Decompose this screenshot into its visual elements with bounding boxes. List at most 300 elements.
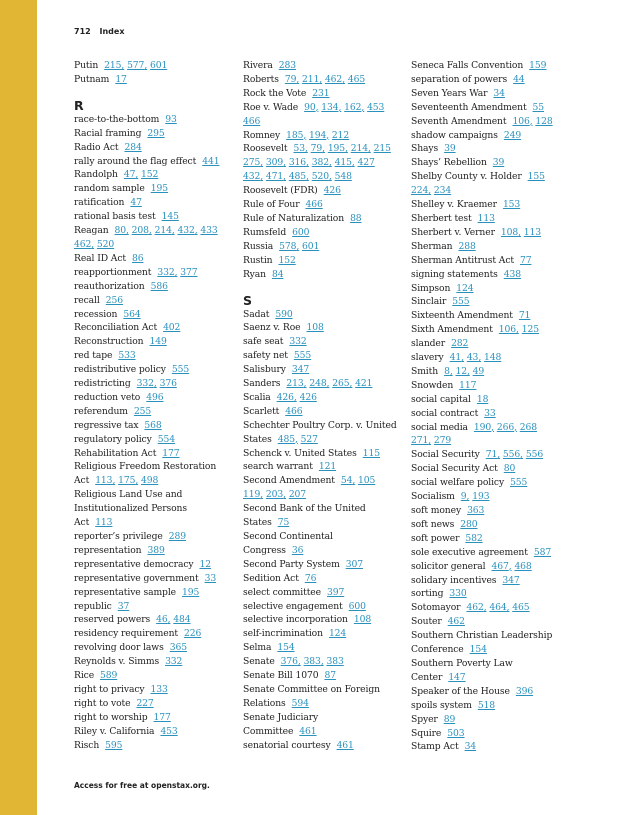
page-link[interactable]: 125 — [521, 324, 539, 336]
page-link[interactable]: 271 , — [411, 435, 431, 446]
page-link[interactable]: 121 — [318, 461, 337, 473]
page-link[interactable]: 275 , — [243, 157, 263, 168]
page-link[interactable]: 471 , — [266, 171, 286, 182]
page-link[interactable]: 601 — [302, 240, 320, 252]
page-link[interactable]: 215 , — [104, 60, 124, 71]
page-link[interactable]: 332 , — [137, 378, 157, 389]
page-link[interactable]: 214 , — [351, 143, 371, 154]
page-link[interactable]: 234 — [433, 185, 452, 197]
index-term: Schenck v. United States — [243, 447, 357, 459]
index-entry — [411, 448, 571, 462]
page-link[interactable]: 185 , — [286, 130, 306, 141]
index-term: Sinclair — [411, 296, 447, 308]
page-link[interactable]: 33 — [484, 407, 496, 419]
page-link[interactable]: 154 — [469, 644, 487, 656]
index-term: Putnam — [74, 73, 110, 85]
page-link[interactable]: 153 — [502, 199, 521, 211]
index-term: Rustin — [243, 254, 273, 266]
index-term: regressive tax — [74, 419, 139, 431]
page-link[interactable]: 496 — [146, 391, 164, 403]
page-link[interactable]: 485 , — [289, 171, 309, 182]
page-link[interactable]: 279 — [433, 435, 452, 447]
page-link[interactable]: 119 , — [243, 489, 263, 500]
page-link[interactable]: 432 , — [177, 225, 197, 236]
page-link[interactable]: 47 — [130, 197, 142, 209]
index-entry — [74, 669, 234, 683]
page-link[interactable]: 76 — [304, 572, 317, 584]
page-link[interactable]: 396 — [515, 685, 534, 697]
index-term: Selma — [243, 642, 272, 654]
page-link[interactable]: 255 — [133, 405, 152, 417]
page-link[interactable]: 75 — [277, 517, 290, 529]
page-link[interactable]: 36 — [291, 544, 304, 556]
page-link[interactable]: 453 — [160, 725, 178, 737]
page-link[interactable]: 224 , — [411, 185, 431, 196]
index-term: Russia — [243, 240, 274, 252]
page-link[interactable]: 347 — [291, 364, 310, 376]
page-link[interactable]: 582 — [465, 532, 483, 544]
index-term: Seneca Falls Convention — [411, 60, 524, 71]
index-entry — [74, 168, 234, 182]
index-term: social contract — [411, 407, 479, 419]
page-link[interactable]: 214 , — [155, 225, 175, 236]
page-link[interactable]: 280 — [460, 518, 478, 530]
index-term: States — [243, 517, 272, 529]
page-link[interactable]: 113 — [477, 212, 495, 224]
page-link[interactable]: 466 — [243, 115, 261, 127]
page-link[interactable]: 289 — [168, 531, 186, 542]
page-link[interactable]: 34 — [493, 87, 505, 99]
page-link[interactable]: 376 , — [281, 656, 301, 667]
page-link[interactable]: 377 — [180, 266, 198, 278]
index-entry — [411, 282, 571, 296]
page-link[interactable]: 284 — [124, 141, 142, 153]
page-link[interactable]: 148 — [483, 352, 502, 364]
index-term: Senate Committee on Foreign — [243, 683, 380, 695]
page-link[interactable]: 527 — [300, 433, 318, 445]
page-link[interactable]: 595 — [105, 739, 123, 751]
page-link[interactable]: 382 , — [312, 157, 332, 168]
page-link[interactable]: 485 , — [278, 434, 298, 445]
page-link[interactable]: 520 , — [312, 171, 332, 182]
page-link[interactable]: 365 — [169, 642, 187, 654]
index-term: Smith — [411, 365, 439, 377]
index-entry — [411, 240, 571, 254]
page-link[interactable]: 8 , — [444, 366, 453, 377]
page-link[interactable]: 203 , — [266, 489, 286, 500]
page-link[interactable]: 266 , — [497, 422, 517, 433]
index-term: Rule of Naturalization — [243, 212, 345, 224]
index-entry — [243, 73, 403, 87]
page-link[interactable]: 383 — [326, 656, 344, 668]
page-link[interactable]: 556 , — [503, 449, 523, 460]
index-term: Social Security — [411, 449, 480, 461]
page-link[interactable]: 309 , — [266, 157, 286, 168]
page-link[interactable]: 53 , — [294, 143, 308, 154]
page-link[interactable]: 80 — [503, 463, 516, 475]
page-link[interactable]: 376 — [159, 378, 177, 390]
index-entry — [74, 405, 234, 419]
page-link[interactable]: 71 , — [486, 449, 500, 460]
page-link[interactable]: 433 — [200, 225, 218, 237]
index-term: Riley v. California — [74, 725, 155, 737]
page-link[interactable]: 589 — [100, 670, 118, 682]
index-entry — [243, 184, 403, 198]
page-link[interactable]: 466 — [285, 405, 303, 417]
page-link[interactable]: 213 , — [286, 378, 306, 389]
page-link[interactable]: 33 — [204, 572, 217, 584]
page-link[interactable]: 453 — [367, 101, 385, 113]
page-link[interactable]: 432 , — [243, 171, 263, 182]
page-link[interactable]: 154 — [277, 642, 295, 654]
page-link[interactable]: 256 — [105, 294, 123, 306]
page-link[interactable]: 195 — [182, 586, 200, 598]
index-entry — [74, 294, 234, 308]
index-entry — [411, 727, 571, 741]
index-entry — [243, 240, 403, 254]
index-entry — [74, 113, 234, 127]
page-link[interactable]: 441 — [202, 155, 220, 167]
page-link[interactable]: 330 — [449, 588, 467, 600]
index-entry — [74, 641, 234, 655]
page-link[interactable]: 88 — [350, 212, 362, 224]
page-link[interactable]: 177 — [162, 447, 180, 459]
page-link[interactable]: 80 , — [115, 225, 129, 236]
page-link[interactable]: 288 — [458, 240, 476, 252]
page-link[interactable]: 415 , — [335, 157, 355, 168]
page-link[interactable]: 461 — [336, 739, 354, 751]
page-link[interactable]: 175 , — [118, 475, 138, 486]
index-entry — [243, 558, 403, 572]
page-link[interactable]: 464 , — [489, 602, 509, 613]
index-term: Putin — [74, 60, 99, 71]
index-term: Ryan — [243, 268, 266, 280]
page-link[interactable]: 594 — [291, 697, 309, 709]
index-term: Shays’ Rebellion — [411, 157, 487, 169]
page-link[interactable]: 363 — [467, 505, 485, 516]
index-entry — [411, 129, 571, 143]
page-link[interactable]: 47 , — [124, 169, 138, 180]
page-link[interactable]: 466 — [305, 199, 323, 211]
page-link[interactable]: 383 , — [304, 656, 324, 667]
page-link[interactable]: 498 — [141, 475, 159, 487]
index-entry — [243, 711, 403, 725]
page-link[interactable]: 555 — [452, 296, 470, 308]
page-link[interactable]: 124 — [456, 282, 474, 294]
index-entry — [411, 170, 571, 184]
page-link[interactable]: 600 — [292, 226, 310, 238]
page-link[interactable]: 147 — [448, 671, 466, 683]
page-link[interactable]: 90 , — [304, 102, 318, 113]
page-link[interactable]: 467 , — [492, 561, 512, 572]
index-entry-continuation — [243, 697, 403, 711]
page-link[interactable]: 113 , — [95, 475, 115, 486]
page-link[interactable]: 426 , — [277, 392, 297, 403]
page-link[interactable]: 77 — [519, 254, 532, 266]
page-link[interactable]: 37 — [117, 600, 130, 612]
page-link[interactable]: 79 , — [285, 74, 299, 85]
index-term: Reynolds v. Simms — [74, 656, 160, 668]
index-entry — [411, 476, 571, 490]
page-link[interactable]: 84 — [271, 268, 284, 280]
page-link[interactable]: 212 — [331, 129, 350, 141]
section-letter-r: R — [74, 97, 84, 113]
page-link[interactable]: 556 — [525, 449, 544, 461]
page-link[interactable]: 152 — [278, 254, 296, 266]
page-link[interactable]: 39 — [492, 157, 505, 169]
page-link[interactable]: 193 — [472, 491, 490, 503]
page-link[interactable]: 468 — [514, 560, 532, 572]
index-entry — [411, 351, 571, 365]
index-entry-continuation — [243, 115, 403, 129]
index-term: selective engagement — [243, 600, 343, 612]
index-entry — [74, 377, 234, 391]
index-entry — [243, 129, 403, 143]
index-term: Speaker of the House — [411, 685, 510, 697]
page-link[interactable]: 117 — [459, 379, 477, 391]
index-entry — [243, 405, 403, 419]
page-link[interactable]: 93 — [165, 113, 177, 125]
index-term: shadow campaigns — [411, 129, 498, 141]
page-link[interactable]: 600 — [348, 600, 366, 612]
page-link[interactable]: 268 — [519, 421, 537, 433]
page-link[interactable]: 195 , — [328, 143, 348, 154]
index-term: Rivera — [243, 60, 273, 71]
page-link[interactable]: 86 — [131, 252, 144, 264]
page-link[interactable]: 389 — [147, 544, 165, 556]
index-entry — [411, 629, 571, 643]
page-link[interactable]: 577 , — [127, 60, 147, 71]
index-term: Senate — [243, 656, 275, 668]
page-link[interactable]: 461 — [299, 725, 317, 737]
page-link[interactable]: 46 , — [156, 614, 170, 625]
index-term: reporter’s privilege — [74, 531, 163, 542]
index-term: social media — [411, 421, 468, 433]
index-entry — [411, 407, 571, 421]
page-link[interactable]: 568 — [144, 419, 162, 431]
page-number: 712 — [74, 27, 91, 36]
index-entry — [74, 627, 234, 641]
page-link[interactable]: 215 — [373, 143, 391, 155]
page-link[interactable]: 227 — [136, 697, 154, 709]
page-link[interactable]: 555 — [171, 364, 190, 376]
page-link[interactable]: 133 — [150, 683, 168, 695]
index-term: Real ID Act — [74, 252, 126, 264]
index-term: Roosevelt — [243, 143, 288, 155]
index-entry — [243, 474, 403, 488]
page-link[interactable]: 115 — [362, 447, 380, 459]
page-link[interactable]: 347 — [502, 574, 520, 586]
index-term: Scarlett — [243, 405, 280, 417]
page-link[interactable]: 402 — [163, 322, 181, 334]
page-link[interactable]: 55 — [532, 101, 545, 113]
page-link[interactable]: 465 — [512, 602, 530, 614]
page-link[interactable]: 108 — [353, 614, 372, 626]
page-link[interactable]: 601 — [149, 60, 168, 71]
index-term: safe seat — [243, 336, 284, 348]
index-entry — [243, 530, 403, 544]
index-entry — [243, 627, 403, 641]
page-link[interactable]: 49 — [472, 365, 485, 377]
index-entry — [411, 156, 571, 170]
page-link[interactable]: 177 — [153, 711, 171, 723]
index-entry — [411, 657, 571, 671]
page-link[interactable]: 503 — [447, 727, 465, 739]
page-link[interactable]: 159 — [529, 60, 547, 71]
page-link[interactable]: 79 , — [311, 143, 325, 154]
page-link[interactable]: 17 — [115, 73, 127, 85]
page-link[interactable]: 520 — [96, 238, 115, 250]
page-link[interactable]: 332 , — [157, 267, 177, 278]
page-link[interactable]: 590 — [275, 308, 293, 320]
page-link[interactable]: 231 — [312, 87, 330, 99]
page-link[interactable]: 249 — [503, 129, 522, 141]
index-term: Souter — [411, 616, 442, 628]
page-link[interactable]: 548 — [334, 171, 352, 183]
index-entry — [411, 699, 571, 713]
index-entry — [74, 127, 234, 141]
index-entry-continuation — [243, 433, 403, 447]
page-link[interactable]: 124 — [328, 628, 347, 640]
page-link[interactable]: 283 — [278, 60, 297, 71]
page-link[interactable]: 108 , — [501, 227, 521, 238]
index-entry — [74, 544, 234, 558]
page-link[interactable]: 43 , — [467, 352, 481, 363]
index-term: Sherbert v. Verner — [411, 226, 495, 238]
index-entry — [74, 488, 234, 502]
page-link[interactable]: 128 — [535, 115, 553, 127]
page-link[interactable]: 41 , — [450, 352, 464, 363]
page-link[interactable]: 34 — [464, 741, 477, 753]
page-link[interactable]: 421 — [355, 378, 373, 390]
page-link[interactable]: 208 , — [132, 225, 152, 236]
page-link[interactable]: 226 — [184, 628, 202, 640]
page-link[interactable]: 533 — [118, 350, 136, 362]
index-entry — [243, 419, 403, 433]
page-link[interactable]: 427 — [357, 157, 375, 169]
page-link[interactable]: 9 , — [461, 491, 470, 502]
index-entry — [243, 669, 403, 683]
index-entry — [74, 447, 234, 461]
page-link[interactable]: 332 — [289, 336, 307, 348]
page-link[interactable]: 195 — [150, 183, 168, 195]
page-link[interactable]: 462 , — [74, 239, 94, 250]
index-term: Senate Bill 1070 — [243, 670, 319, 682]
page-link[interactable]: 39 — [444, 143, 456, 155]
page-link[interactable]: 462 , — [325, 74, 345, 85]
page-link[interactable]: 87 — [324, 670, 336, 682]
index-term: Second Bank of the United — [243, 503, 366, 515]
index-term: recession — [74, 308, 118, 320]
page-link[interactable]: 555 — [293, 350, 312, 362]
page-link[interactable]: 145 — [161, 211, 179, 223]
index-term: Seven Years War — [411, 87, 488, 99]
index-entry — [243, 502, 403, 516]
index-entry — [243, 59, 403, 73]
page-link[interactable]: 152 — [141, 169, 159, 181]
page-link[interactable]: 316 , — [289, 157, 309, 168]
index-term: Religious Freedom Restoration — [74, 461, 217, 473]
page-link[interactable]: 587 — [533, 546, 552, 558]
page-link[interactable]: 555 — [510, 477, 528, 489]
page-link[interactable]: 44 — [513, 73, 525, 85]
page-link[interactable]: 194 , — [309, 130, 329, 141]
page-link[interactable]: 113 — [95, 517, 113, 529]
page-link[interactable]: 564 — [123, 308, 141, 320]
page-link[interactable]: 190 , — [474, 422, 494, 433]
index-entry — [74, 224, 234, 238]
page-link[interactable]: 113 — [523, 226, 542, 238]
page-link[interactable]: 484 — [173, 614, 191, 626]
index-term: race-to-the-bottom — [74, 113, 160, 125]
page-link[interactable]: 108 — [306, 322, 324, 334]
page-link[interactable]: 155 — [527, 171, 545, 183]
page-link[interactable]: 586 — [150, 280, 168, 292]
index-entry-continuation — [243, 516, 403, 530]
index-term: residency requirement — [74, 628, 179, 640]
page-link[interactable]: 518 — [477, 699, 496, 711]
index-term: Reagan — [74, 225, 109, 237]
page-link[interactable]: 248 , — [309, 378, 329, 389]
page-link[interactable]: 71 — [518, 310, 531, 322]
page-link[interactable]: 18 — [476, 393, 489, 405]
page-link[interactable]: 465 — [347, 73, 366, 85]
index-entry — [411, 560, 571, 574]
index-term: reauthorization — [74, 280, 145, 292]
page-link[interactable]: 332 — [165, 656, 183, 668]
page-link[interactable]: 462 , — [466, 602, 486, 613]
page-link[interactable]: 89 — [443, 713, 456, 725]
page-link[interactable]: 162 , — [344, 102, 364, 113]
index-term: representative democracy — [74, 558, 194, 570]
index-entry — [74, 308, 234, 322]
index-entry — [411, 309, 571, 323]
index-term: social welfare policy — [411, 477, 505, 489]
page-link[interactable]: 426 — [299, 391, 317, 403]
page-link[interactable]: 207 — [288, 489, 307, 501]
index-entry — [74, 196, 234, 210]
index-term: Senate Judiciary — [243, 711, 319, 723]
index-entry — [74, 141, 234, 155]
index-term: Romney — [243, 129, 281, 141]
page-link[interactable]: 265 , — [332, 378, 352, 389]
page-link[interactable]: 12 — [199, 558, 211, 570]
page-link[interactable]: 134 , — [321, 102, 341, 113]
page-link[interactable]: 426 — [323, 185, 341, 197]
page-link[interactable]: 106 , — [499, 324, 519, 335]
page-link[interactable]: 282 — [451, 338, 469, 350]
index-term: Roberts — [243, 73, 279, 85]
page-link[interactable]: 12 , — [455, 366, 469, 377]
page-link[interactable]: 295 — [147, 127, 165, 139]
page-link[interactable]: 106 , — [512, 116, 532, 127]
page-link[interactable]: 149 — [149, 336, 167, 348]
index-entry — [243, 349, 403, 363]
page-link[interactable]: 211 , — [302, 74, 322, 85]
page-link[interactable]: 54 , — [341, 475, 355, 486]
index-term: redistricting — [74, 378, 131, 390]
index-entry-continuation — [74, 474, 234, 488]
page-link[interactable]: 554 — [157, 433, 175, 445]
page-link[interactable]: 397 — [326, 586, 345, 598]
page-link[interactable]: 462 — [447, 616, 465, 628]
index-entry — [74, 73, 234, 87]
page-link[interactable]: 105 — [358, 475, 376, 487]
index-entry — [243, 335, 403, 349]
page-link[interactable]: 578 , — [279, 241, 299, 252]
page-link[interactable]: 438 — [503, 268, 522, 280]
page-link[interactable]: 307 — [345, 558, 363, 570]
